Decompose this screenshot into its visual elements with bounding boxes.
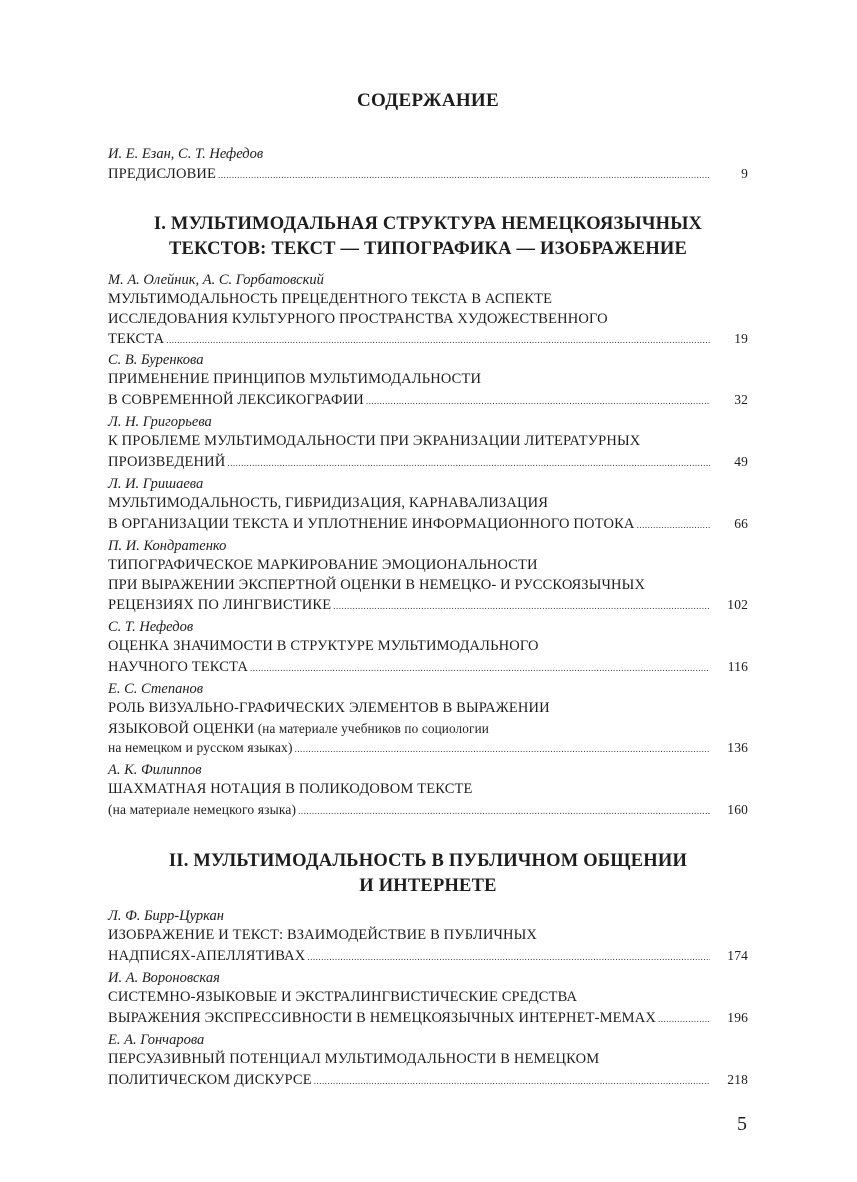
entry-title-line: ПОЛИТИЧЕСКОМ ДИСКУРСЕ <box>108 1071 313 1091</box>
entry-author: С. В. Буренкова <box>108 352 204 368</box>
entry-page: 116 <box>727 658 748 674</box>
entry-page: 102 <box>727 597 748 612</box>
toc-entry[interactable] <box>108 969 748 1027</box>
entry-title-line: НАУЧНОГО ТЕКСТА <box>108 658 249 678</box>
entry-page: 174 <box>727 947 748 963</box>
leader-dots <box>166 331 710 351</box>
leader-dots <box>227 454 710 474</box>
leader-dots <box>314 1072 710 1092</box>
leader-dots <box>658 1010 710 1030</box>
entry-title-line: ШАХМАТНАЯ НОТАЦИЯ В ПОЛИКОДОВОМ ТЕКСТЕ <box>108 781 473 797</box>
entry-page: 160 <box>727 801 748 817</box>
toc-entry[interactable] <box>108 351 748 409</box>
entry-title-line: МУЛЬТИМОДАЛЬНОСТЬ ПРЕЦЕДЕНТНОГО ТЕКСТА В АСПЕКТЕ <box>108 291 553 307</box>
toc-entry[interactable] <box>108 618 748 676</box>
entry-title-line: (на материале немецкого языка) <box>108 800 297 820</box>
entry-title-line: ИССЛЕДОВАНИЯ КУЛЬТУРНОГО ПРОСТРАНСТВА ХУДОЖЕСТВЕННОГО <box>108 310 608 327</box>
leader-dots <box>298 802 710 822</box>
toc-entry[interactable] <box>108 761 748 819</box>
entry-title-line: В СОВРЕМЕННОЙ ЛЕКСИКОГРАФИИ <box>108 391 365 411</box>
entry-title-line: ТИПОГРАФИЧЕСКОЕ МАРКИРОВАНИЕ ЭМОЦИОНАЛЬНОСТИ <box>108 557 538 573</box>
entry-title-line: ПРОИЗВЕДЕНИЙ <box>108 453 226 473</box>
toc-entry[interactable] <box>108 271 748 349</box>
entry-author: Л. Ф. Бирр-Цуркан <box>108 908 224 924</box>
entry-title: ПРЕДИСЛОВИЕ <box>108 165 217 185</box>
toc-entry[interactable] <box>108 680 748 758</box>
entry-page: 32 <box>734 391 748 407</box>
leader-dots <box>366 392 710 412</box>
leader-dots <box>218 166 710 186</box>
entry-page: 19 <box>734 331 748 346</box>
toc-entry[interactable] <box>108 537 748 615</box>
entry-title-line: МУЛЬТИМОДАЛЬНОСТЬ, ГИБРИДИЗАЦИЯ, КАРНАВАЛИЗАЦИЯ <box>108 495 549 511</box>
leader-dots <box>637 516 710 536</box>
entry-author: Е. С. Степанов <box>108 681 204 697</box>
entry-title-line: РЕЦЕНЗИЯХ ПО ЛИНГВИСТИКЕ <box>108 596 332 616</box>
section-1-heading: I. МУЛЬТИМОДАЛЬНАЯ СТРУКТУРА НЕМЕЦКОЯЗЫЧНЫХ ТЕКСТОВ: ТЕКСТ — ТИПОГРАФИКА — ИЗОБРАЖЕНИЕ <box>153 214 703 259</box>
entry-author: Л. Н. Григорьева <box>108 414 212 430</box>
entry-title-line: ОЦЕНКА ЗНАЧИМОСТИ В СТРУКТУРЕ МУЛЬТИМОДАЛЬНОГО <box>108 638 539 654</box>
entry-title-line: НАДПИСЯХ-АПЕЛЛЯТИВАХ <box>108 947 306 967</box>
page-number: 5 <box>737 1113 747 1135</box>
toc-entry[interactable] <box>108 413 748 471</box>
entry-title-line: ИЗОБРАЖЕНИЕ И ТЕКСТ: ВЗАИМОДЕЙСТВИЕ В ПУБЛИЧНЫХ <box>108 927 538 943</box>
entry-title-line: В ОРГАНИЗАЦИИ ТЕКСТА И УПЛОТНЕНИЕ ИНФОРМАЦИОННОГО ПОТОКА <box>108 515 636 535</box>
page-title: СОДЕРЖАНИЕ <box>357 90 499 111</box>
toc-entry[interactable] <box>108 907 748 965</box>
entry-title-line: ТЕКСТА <box>108 330 165 350</box>
entry-page: 136 <box>727 740 748 755</box>
leader-dots <box>307 948 710 968</box>
entry-title-line: СИСТЕМНО-ЯЗЫКОВЫЕ И ЭКСТРАЛИНГВИСТИЧЕСКИЕ СРЕДСТВА <box>108 989 578 1005</box>
entry-author: И. А. Вороновская <box>108 970 220 986</box>
toc-entry-preface[interactable] <box>108 145 748 184</box>
entry-title-line: ПРИМЕНЕНИЕ ПРИНЦИПОВ МУЛЬТИМОДАЛЬНОСТИ <box>108 371 482 387</box>
entry-author: Е. А. Гончарова <box>108 1032 205 1048</box>
leader-dots <box>250 659 710 679</box>
entry-author: С. Т. Нефедов <box>108 619 194 635</box>
entry-author: А. К. Филиппов <box>108 762 202 778</box>
entry-author: М. А. Олейник, А. С. Горбатовский <box>108 272 324 288</box>
entry-author: Л. И. Гришаева <box>108 476 204 492</box>
entry-author: И. Е. Езан, С. Т. Нефедов <box>108 146 264 162</box>
entry-page: 218 <box>727 1071 748 1087</box>
entry-page: 196 <box>727 1009 748 1025</box>
entry-page: 49 <box>734 453 748 469</box>
toc-entry[interactable] <box>108 475 748 533</box>
section-2-heading: II. МУЛЬТИМОДАЛЬНОСТЬ В ПУБЛИЧНОМ ОБЩЕНИИ И ИНТЕРНЕТЕ <box>168 851 688 896</box>
entry-title-line: на немецком и русском языках) <box>108 738 294 758</box>
entry-title-line: ВЫРАЖЕНИЯ ЭКСПРЕССИВНОСТИ В НЕМЕЦКОЯЗЫЧНЫХ ИНТЕРНЕТ-МЕМАХ <box>108 1009 657 1029</box>
leader-dots <box>295 740 710 760</box>
entry-title-line: ПЕРСУАЗИВНЫЙ ПОТЕНЦИАЛ МУЛЬТИМОДАЛЬНОСТИ В НЕМЕЦКОМ <box>108 1051 600 1067</box>
entry-title-line: РОЛЬ ВИЗУАЛЬНО-ГРАФИЧЕСКИХ ЭЛЕМЕНТОВ В ВЫРАЖЕНИИ <box>108 700 550 716</box>
entry-title-line: ЯЗЫКОВОЙ ОЦЕНКИ (на материале учебников по социологии <box>108 720 489 737</box>
leader-dots <box>333 597 710 617</box>
entry-author: П. И. Кондратенко <box>108 538 227 554</box>
entry-page: 9 <box>741 166 748 181</box>
entry-page: 66 <box>734 515 748 531</box>
toc-entry[interactable] <box>108 1031 748 1089</box>
entry-title-line: ПРИ ВЫРАЖЕНИИ ЭКСПЕРТНОЙ ОЦЕНКИ В НЕМЕЦКО- И РУССКОЯЗЫЧНЫХ <box>108 576 646 593</box>
entry-title-line: К ПРОБЛЕМЕ МУЛЬТИМОДАЛЬНОСТИ ПРИ ЭКРАНИЗАЦИИ ЛИТЕРАТУРНЫХ <box>108 433 641 449</box>
